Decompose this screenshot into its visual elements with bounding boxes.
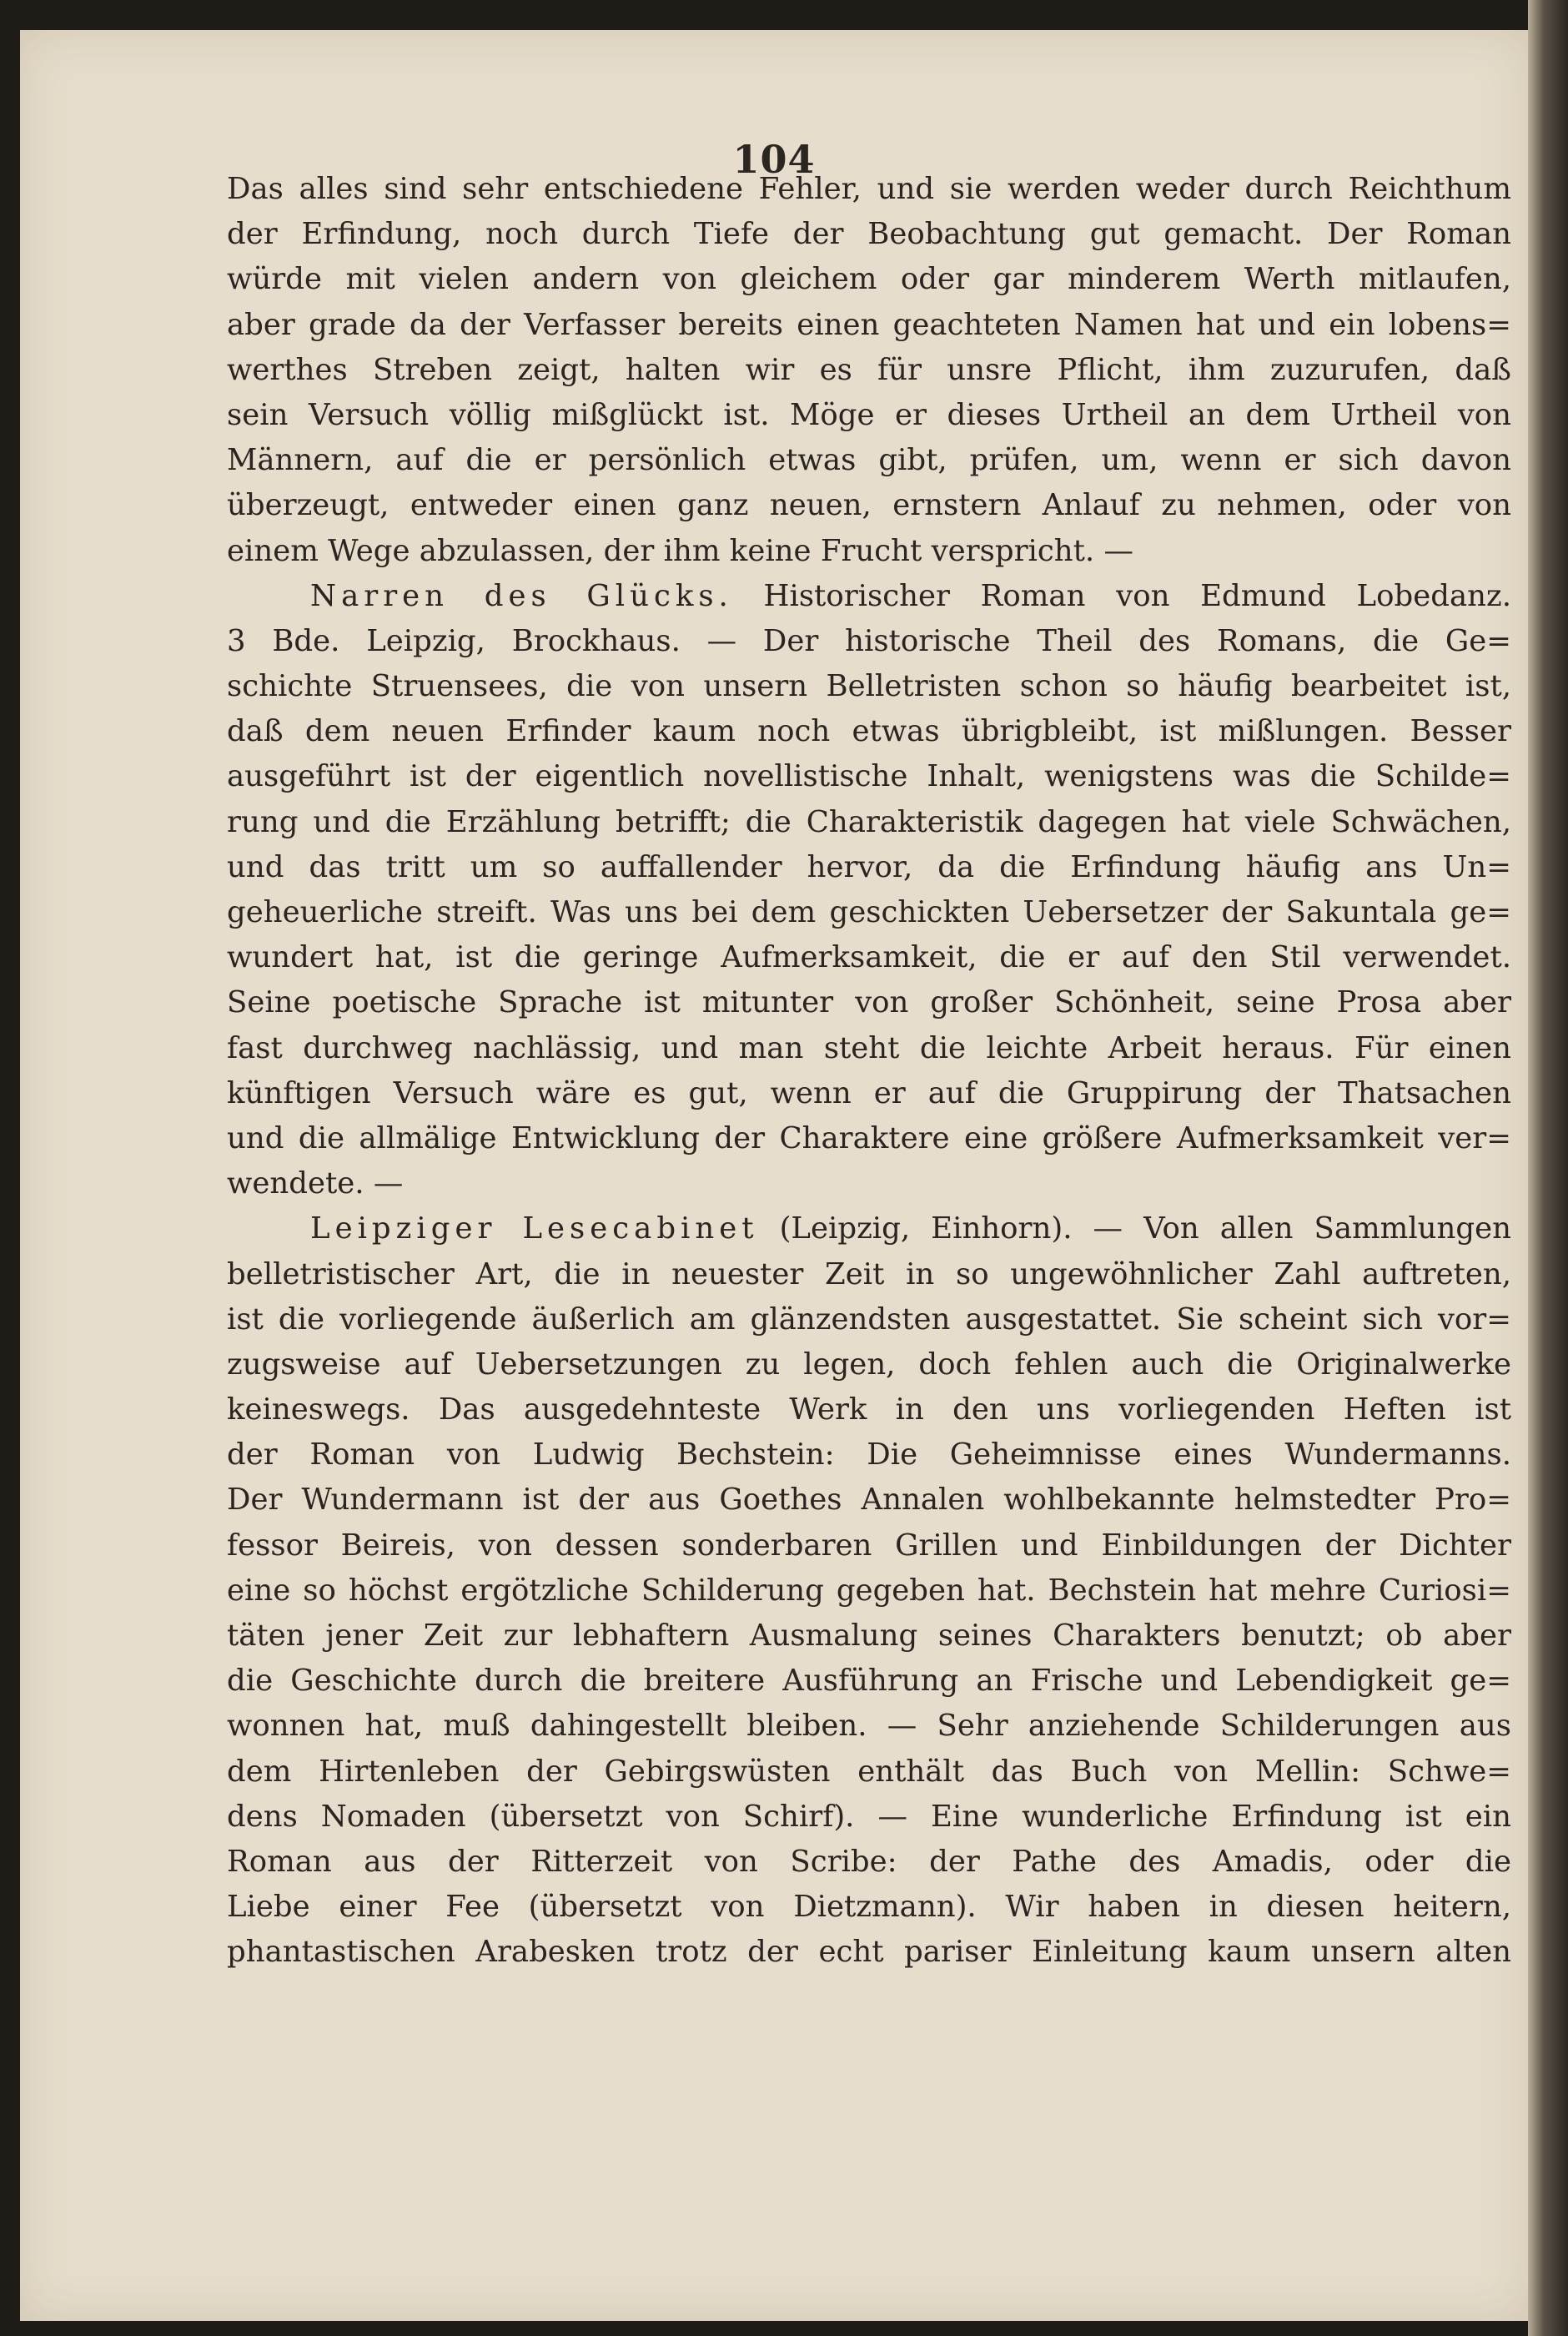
text-line: ausgeführt ist der eigentlich novellistische Inhalt, wenigstens was die Schilde= xyxy=(227,759,1511,794)
text-line: Liebe einer Fee (übersetzt von Dietzmann). Wir haben in diesen heitern, xyxy=(227,1890,1511,1925)
text-line: die Geschichte durch die breitere Ausführung an Frische und Lebendigkeit ge= xyxy=(227,1664,1511,1699)
text-line: wonnen hat, muß dahingestellt bleiben. — Sehr anziehende Schilderungen aus xyxy=(227,1709,1511,1744)
text-line: belletristischer Art, die in neuester Zeit in so ungewöhnlicher Zahl auftreten, xyxy=(227,1256,1511,1291)
review-title: Leipziger Lesecabinet xyxy=(310,1211,759,1246)
text-line: wundert hat, ist die geringe Aufmerksamkeit, die er auf den Stil verwendet. xyxy=(227,940,1511,975)
text-line: ist die vorliegende äußerlich am glänzendsten ausgestattet. Sie scheint sich vor= xyxy=(227,1301,1511,1337)
page-body xyxy=(227,167,1511,2286)
text-line: keineswegs. Das ausgedehnteste Werk in den uns vorliegenden Heften ist xyxy=(227,1392,1511,1427)
text-line: Seine poetische Sprache ist mitunter von großer Schönheit, seine Prosa aber xyxy=(227,985,1511,1020)
text-line: dens Nomaden (übersetzt von Schirf). — Eine wunderliche Erfindung ist ein xyxy=(227,1799,1511,1834)
text-line: schichte Struensees, die von unsern Belletristen schon so häufig bearbeitet ist, xyxy=(227,669,1511,704)
review-heading-line xyxy=(227,574,1511,619)
text-line: rung und die Erzählung betrifft; die Charakteristik dagegen hat viele Schwächen, xyxy=(227,804,1511,839)
text-line: der Roman von Ludwig Bechstein: Die Geheimnisse eines Wundermanns. xyxy=(227,1437,1511,1473)
text-line: zugsweise auf Uebersetzungen zu legen, doch fehlen auch die Originalwerke xyxy=(227,1347,1511,1382)
page-edge-shadow xyxy=(1528,0,1568,2336)
text-line: und die allmälige Entwicklung der Charaktere eine größere Aufmerksamkeit ver= xyxy=(227,1120,1511,1155)
text-line: werthes Streben zeigt, halten wir es für unsre Pflicht, ihm zuzurufen, daß xyxy=(227,352,1511,387)
text-line: fast durchweg nachlässig, und man steht die leichte Arbeit heraus. Für einen xyxy=(227,1030,1511,1065)
review-heading-rest: Historischer Roman von Edmund Lobedanz. xyxy=(732,578,1511,613)
text-line: einem Wege abzulassen, der ihm keine Frucht verspricht. — xyxy=(227,533,1133,568)
text-line: wendete. — xyxy=(227,1166,404,1201)
review-heading-rest: (Leipzig, Einhorn). — Von allen Sammlungen xyxy=(758,1211,1511,1246)
text-line: Männern, auf die er persönlich etwas gibt, prüfen, um, wenn er sich davon xyxy=(227,443,1511,478)
text-line: überzeugt, entweder einen ganz neuen, ernstern Anlauf zu nehmen, oder von xyxy=(227,488,1511,523)
text-line: und das tritt um so auffallender hervor, da die Erfindung häufig ans Un= xyxy=(227,849,1511,884)
text-line: künftigen Versuch wäre es gut, wenn er auf die Gruppirung der Thatsachen xyxy=(227,1075,1511,1110)
text-line: daß dem neuen Erfinder kaum noch etwas übrigbleibt, ist mißlungen. Besser xyxy=(227,714,1511,749)
review-heading-line xyxy=(227,1206,1511,1251)
text-line: aber grade da der Verfasser bereits einen geachteten Namen hat und ein lobens= xyxy=(227,307,1511,342)
text-line: der Erfindung, noch durch Tiefe der Beobachtung gut gemacht. Der Roman xyxy=(227,217,1511,252)
text-line: Der Wundermann ist der aus Goethes Annalen wohlbekannte helmstedter Pro= xyxy=(227,1483,1511,1518)
text-line: eine so höchst ergötzliche Schilderung gegeben hat. Bechstein hat mehre Curiosi= xyxy=(227,1573,1511,1608)
text-line: 3 Bde. Leipzig, Brockhaus. — Der historische Theil des Romans, die Ge= xyxy=(227,623,1511,658)
page-number: 104 xyxy=(732,137,816,182)
text-line: phantastischen Arabesken trotz der echt pariser Einleitung kaum unsern alten xyxy=(227,1935,1511,1970)
text-line: geheuerliche streift. Was uns bei dem geschickten Uebersetzer der Sakuntala ge= xyxy=(227,895,1511,929)
text-line: fessor Beireis, von dessen sonderbaren Grillen und Einbildungen der Dichter xyxy=(227,1528,1511,1563)
text-line: Roman aus der Ritterzeit von Scribe: der Pathe des Amadis, oder die xyxy=(227,1844,1511,1879)
text-line: täten jener Zeit zur lebhaftern Ausmalung seines Charakters benutzt; ob aber xyxy=(227,1619,1511,1653)
text-line: würde mit vielen andern von gleichem oder gar minderem Werth mitlaufen, xyxy=(227,262,1511,297)
text-line: dem Hirtenleben der Gebirgswüsten enthält das Buch von Mellin: Schwe= xyxy=(227,1754,1511,1789)
review-title: Narren des Glücks. xyxy=(310,578,733,613)
text-line: Das alles sind sehr entschiedene Fehler, und sie werden weder durch Reichthum xyxy=(227,172,1511,206)
text-line: sein Versuch völlig mißglückt ist. Möge er dieses Urtheil an dem Urtheil von xyxy=(227,397,1511,432)
